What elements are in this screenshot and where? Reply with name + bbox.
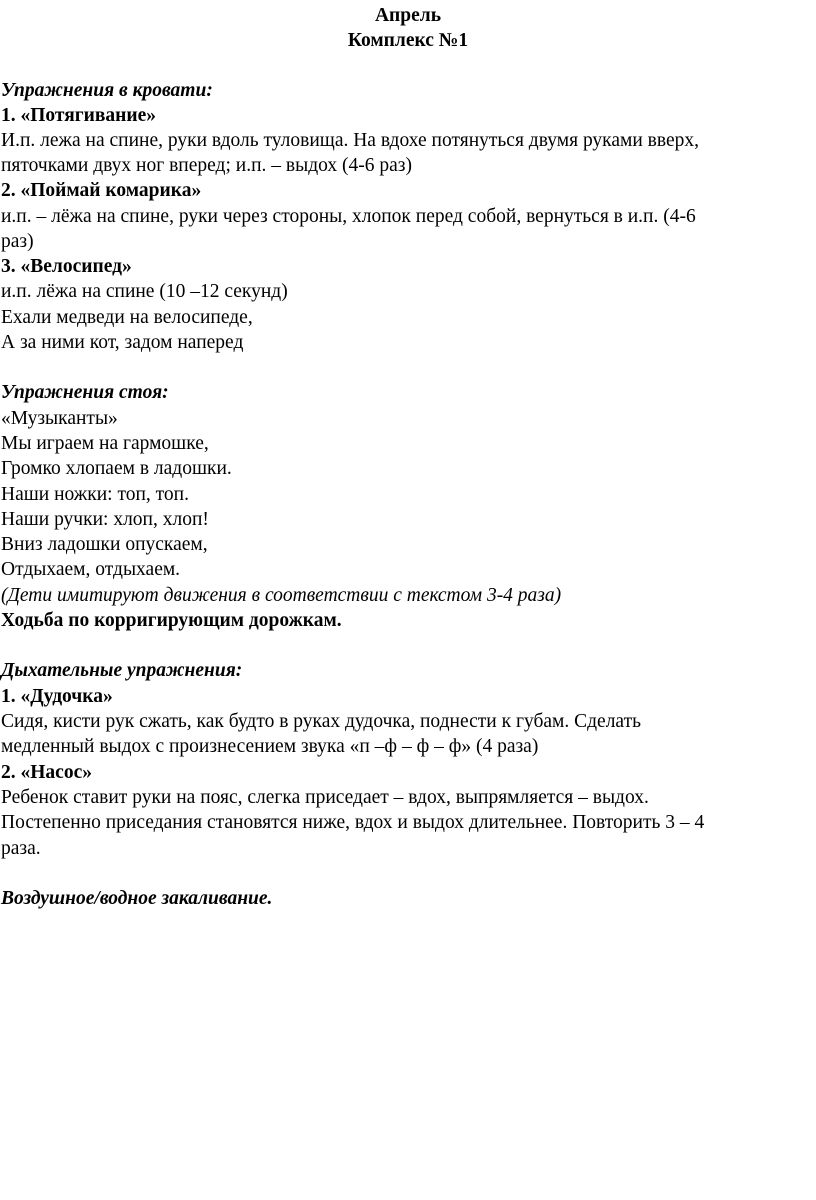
exercise-text: раза. xyxy=(1,838,41,859)
corrective-walk-title: Ходьба по корригирующим дорожкам. xyxy=(1,610,342,631)
exercise-text: Сидя, кисти рук сжать, как будто в руках дудочка, поднести к губам. Сделать xyxy=(1,711,641,732)
exercise-text: пяточками двух ног вперед; и.п. – выдох (4-6 раз) xyxy=(1,155,412,176)
exercise-title-pipe: 1. «Дудочка» xyxy=(1,686,113,707)
hardening-heading: Воздушное/водное закаливание. xyxy=(1,888,273,909)
exercise-title-pump: 2. «Насос» xyxy=(1,762,92,783)
exercise-title-stretching: 1. «Потягивание» xyxy=(1,105,157,126)
bed-exercises-heading: Упражнения в кровати: xyxy=(1,80,213,101)
exercise-text: и.п. лёжа на спине (10 –12 секунд) xyxy=(1,281,288,302)
exercise-text: и.п. – лёжа на спине, руки через стороны, хлопок перед собой, вернуться в и.п. (4-6 xyxy=(1,206,696,227)
breathing-exercises-heading: Дыхательные упражнения: xyxy=(1,660,243,681)
standing-exercises-heading: Упражнения стоя: xyxy=(1,382,169,403)
exercise-text: Постепенно приседания становятся ниже, вдох и выдох длительнее. Повторить 3 – 4 xyxy=(1,812,705,833)
exercise-text: И.п. лежа на спине, руки вдоль туловища. На вдохе потянуться двумя руками вверх, xyxy=(1,130,700,151)
exercise-text: Ребенок ставит руки на пояс, слегка приседает – вдох, выпрямляется – выдох. xyxy=(1,787,649,808)
verse-line: Мы играем на гармошке, xyxy=(1,433,209,454)
verse-line: Наши ручки: хлоп, хлоп! xyxy=(1,509,209,530)
verse-line: А за ними кот, задом наперед xyxy=(1,332,244,353)
instruction-note: (Дети имитируют движения в соответствии с текстом 3-4 раза) xyxy=(1,585,562,606)
verse-line: Отдыхаем, отдыхаем. xyxy=(1,559,181,580)
month-title: Апрель xyxy=(374,5,442,26)
verse-line: Наши ножки: топ, топ. xyxy=(1,484,189,505)
complex-title: Комплекс №1 xyxy=(347,30,469,51)
exercise-title-mosquito: 2. «Поймай комарика» xyxy=(1,180,202,201)
verse-line: Ехали медведи на велосипеде, xyxy=(1,307,253,328)
exercise-text: раз) xyxy=(1,231,34,252)
verse-line: Вниз ладошки опускаем, xyxy=(1,534,208,555)
poem-title-musicians: «Музыканты» xyxy=(1,408,118,429)
exercise-title-bicycle: 3. «Велосипед» xyxy=(1,256,132,277)
verse-line: Громко хлопаем в ладошки. xyxy=(1,458,232,479)
exercise-text: медленный выдох с произнесением звука «п –ф – ф – ф» (4 раза) xyxy=(1,736,539,757)
